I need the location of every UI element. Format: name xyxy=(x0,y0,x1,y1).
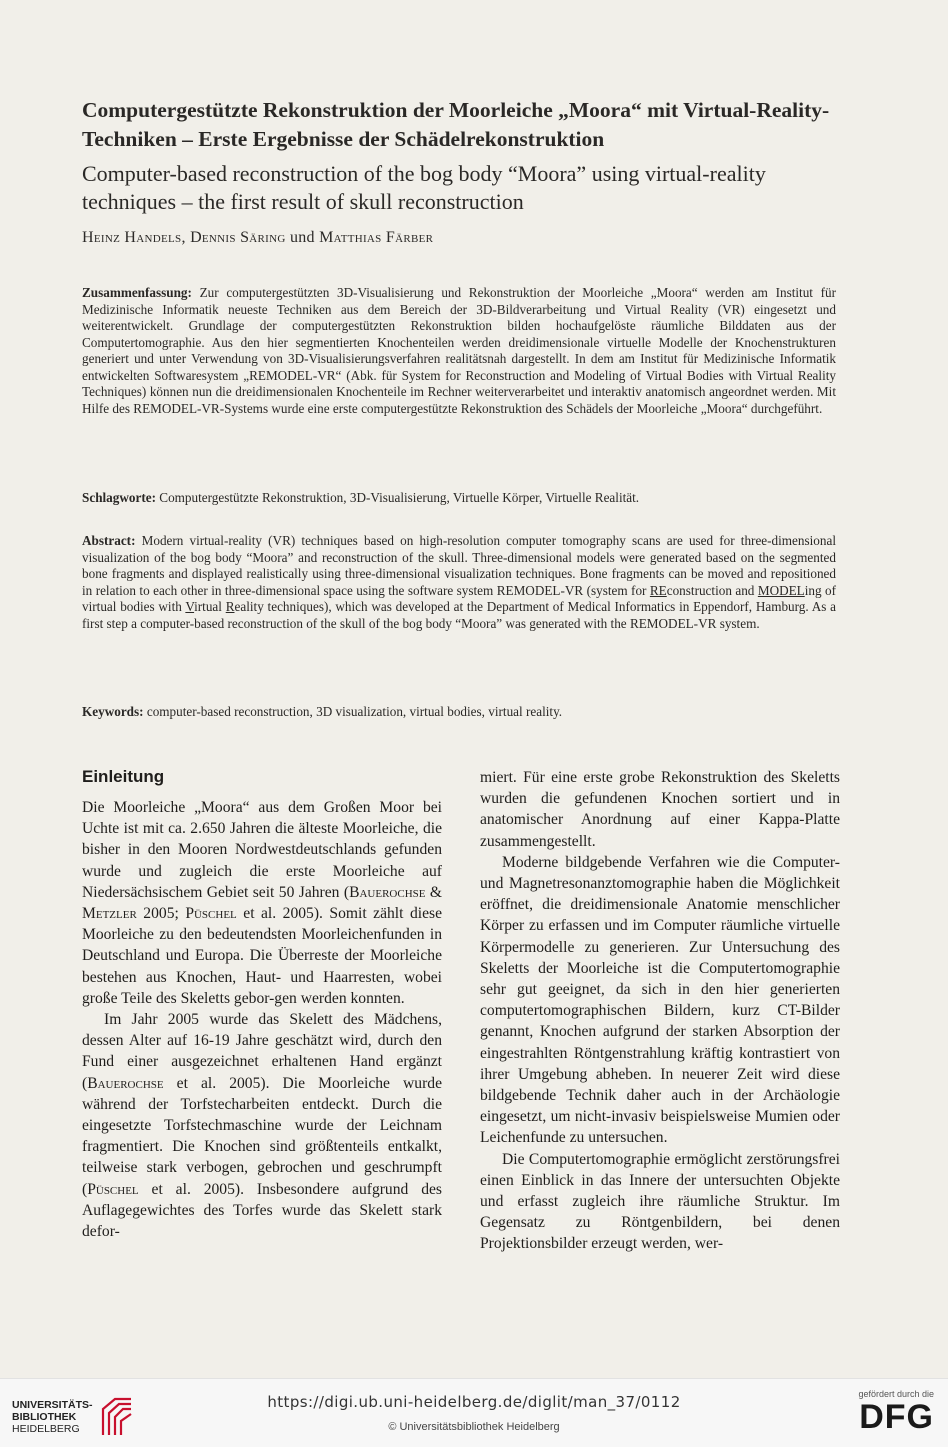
abstract-underline-3: V xyxy=(185,599,195,614)
abstract-label: Abstract: xyxy=(82,533,136,548)
dfg-caption: gefördert durch die xyxy=(858,1389,934,1399)
author-1: Heinz Handels xyxy=(82,229,182,246)
schlagworte-text: Computergestützte Rekonstruktion, 3D-Visualisierung, Virtuelle Körper, Virtuelle Realität. xyxy=(159,490,640,505)
section-heading: Einleitung xyxy=(82,767,165,786)
abstract-text-1: Modern virtual-reality (VR) techniques based on high-resolution computer tomography scans are used for three-dimensional visualization of the bog body “Moora” and reconstruction of the skull. Three-dimensional models were generated based on the segmented bone fragments and displayed realistically using three-dimensional visualization techniques. Bone fragments can be moved and repositioned in relation to each other in three-dimensional space using the software system REMODEL-VR (system for xyxy=(82,533,837,598)
viewer-footer xyxy=(0,1378,948,1447)
author-sep-2: und xyxy=(285,229,320,246)
zusammenfassung xyxy=(82,285,836,417)
schlagworte-label: Schlagworte: xyxy=(82,490,156,505)
left-column xyxy=(82,766,442,1326)
keywords xyxy=(82,704,836,721)
ub-logo-line-3: HEIDELBERG xyxy=(12,1423,80,1435)
dfg-logo[interactable] xyxy=(858,1389,934,1435)
paragraph-text: et al. 2005). Somit zählt diese Moorleiche zu den bedeutendsten Moorleichenfunden in Deutschland und Europa. Die Überreste der Moorleiche bestehen aus Knochen, Haut- und Haarresten, wobei große Teile des Skeletts gebor-gen werden konnten. xyxy=(82,905,442,1007)
title-english: Computer-based reconstruction of the bog body “Moora” using virtual-reality techniques – the first result of skull reconstruction xyxy=(82,161,766,214)
ub-logo-line-2: BIBLIOTHEK xyxy=(12,1411,77,1423)
ub-logo-line-1: UNIVERSITÄTS- xyxy=(12,1399,93,1411)
citation-author: Püschel xyxy=(185,905,237,923)
abstract-underline-4: R xyxy=(225,599,235,614)
keywords-text: computer-based reconstruction, 3D visualization, virtual bodies, virtual reality. xyxy=(146,704,563,719)
paragraph-text: et al. 2005). Insbesondere aufgrund des Auflagegewichtes des Torfes wurde das Skelett stark defor- xyxy=(82,1180,442,1241)
abstract-underline-2: MODEL xyxy=(757,582,805,598)
paragraph xyxy=(82,1009,442,1242)
abstract-text-5: eality techniques), which was developed at the Department of Medical Informatics in Eppendorf, Hamburg. As a first step a computer-based reconstruction of the skull of the bog body “Moora” was generated with the REMODEL-VR system. xyxy=(82,599,836,631)
author-sep-1: , xyxy=(181,229,191,246)
abstract-text-2: construction and xyxy=(666,582,758,598)
right-column xyxy=(480,766,840,1326)
author-3: Matthias Färber xyxy=(319,229,434,246)
abstract-underline-1: RE xyxy=(649,582,667,598)
author-2: Dennis Säring xyxy=(190,229,286,246)
body-columns xyxy=(82,766,840,1326)
dfg-wordmark: DFG xyxy=(859,1398,934,1436)
paragraph: Moderne bildgebende Verfahren wie die Computer- und Magnetresonanztomographie haben die Möglichkeit eröffnet, die dreidimensionale Anatomie menschlicher Körper zu erfassen und im Computer räumliche virtuelle Körpermodelle zu generieren. Zur Untersuchung des Skeletts der Moorleiche ist die Computertomographie sehr gut geeignet, da sich in den hier generierten computertomographischen Bildern, kurz CT-Bilder genannt, Knochen aufgrund der starken Absorption der eingestrahlten Röntgenstrahlung kräftig kontrastiert von ihrer Umgebung abheben. In neuerer Zeit wird diese bildgebende Technik daher auch in der Archäologie eingesetzt, um nicht-invasiv beispielsweise Mumien oder Leichenfunde zu untersuchen. xyxy=(480,853,840,1147)
citation-author: Bauerochse xyxy=(87,1074,164,1092)
abstract-text-3: ing of virtual bodies with xyxy=(82,582,837,614)
keywords-label: Keywords: xyxy=(82,704,144,719)
copyright: © Universitätsbibliothek Heidelberg xyxy=(388,1421,560,1433)
paragraph-text: 2005; xyxy=(136,905,186,923)
title-german: Computergestützte Rekonstruktion der Moorleiche „Moora“ mit Virtual-Reality-Techniken – Erste Ergebnisse der Schädelrekonstruktion xyxy=(82,98,830,151)
schlagworte xyxy=(82,490,836,507)
citation-author: Bauerochse & Metzler xyxy=(82,883,442,923)
zusammenfassung-label: Zusammenfassung: xyxy=(82,285,192,300)
paragraph-text: et al. 2005). Die Moorleiche wurde während der Torfstecharbeiten entdeckt. Durch die eingesetzte Torfstechmaschine wurde der Leichnam fragmentiert. Die Knochen sind größtenteils entkalkt, teilweise stark verbogen, gebrochen und geschrumpft ( xyxy=(82,1074,442,1198)
paragraph-text: Die Moorleiche „Moora“ aus dem Großen Moor bei Uchte ist mit ca. 2.650 Jahren die älteste Moorleiche, die bisher in den Mooren Nordwestdeutschlands gefunden wurde und zugleich die erste Moorleiche auf Niedersächsischem Gebiet seit 50 Jahren ( xyxy=(82,799,442,901)
page-url[interactable]: https://digi.ub.uni-heidelberg.de/diglit/man_37/0112 xyxy=(267,1393,681,1411)
paragraph: Die Computertomographie ermöglicht zerstörungsfrei einen Einblick in das Innere der untersuchten Objekte und erfasst zugleich ihre räumliche Struktur. Im Gegensatz zu Röntgenbildern, bei denen Projektionsbilder erzeugt werden, wer- xyxy=(480,1150,840,1253)
abstract-text-4: irtual xyxy=(194,599,226,614)
paragraph xyxy=(82,797,442,1009)
citation-author: Püschel xyxy=(87,1180,139,1198)
zusammenfassung-text: Zur computergestützten 3D-Visualisierung und Rekonstruktion der Moorleiche „Moora“ werden am Institut für Medizinische Informatik neueste Techniken aus dem Bereich der 3D-Bildverarbeitung und Virtual Reality (VR) eingesetzt und weiterentwickelt. Grundlage der computergestützten Rekonstruktion bilden hochaufgelöste räumliche Bilddaten aus der Computertomographie. Aus den hier segmentierten Knochenteilen werden dreidimensionale virtuelle Modelle der Knochenstrukturen generiert und unter Verwendung von 3D-Visualisierungsverfahren realitätsnah dargestellt. In dem am Institut für Medizinische Informatik entwickelten Softwaresystem „REMODEL-VR“ (Abk. für System for Reconstruction and Modeling of Virtual Bodies with Virtual Reality Techniques) können nun die dreidimensionalen Knochenteile im Rechner weiterverarbeitet und interaktiv anatomisch angeordnet werden. Mit Hilfe des REMODEL-VR-Systems wurde eine erste computergestützte Rekonstruktion des Schädels der Moorleiche „Moora“ durchgeführt. xyxy=(82,285,836,416)
paragraph: miert. Für eine erste grobe Rekonstruktion des Skeletts wurden die gefundenen Knochen sortiert und in anatomischer Anordnung auf einer Kappa-Platte zusammengestellt. xyxy=(480,769,840,850)
abstract xyxy=(82,533,836,632)
paragraph-text: Im Jahr 2005 wurde das Skelett des Mädchens, dessen Alter auf 16-19 Jahre geschätzt wird, durch den Fund einer ausgezeichnet erhaltenen Hand ergänzt ( xyxy=(82,1011,442,1092)
authors xyxy=(82,229,842,247)
